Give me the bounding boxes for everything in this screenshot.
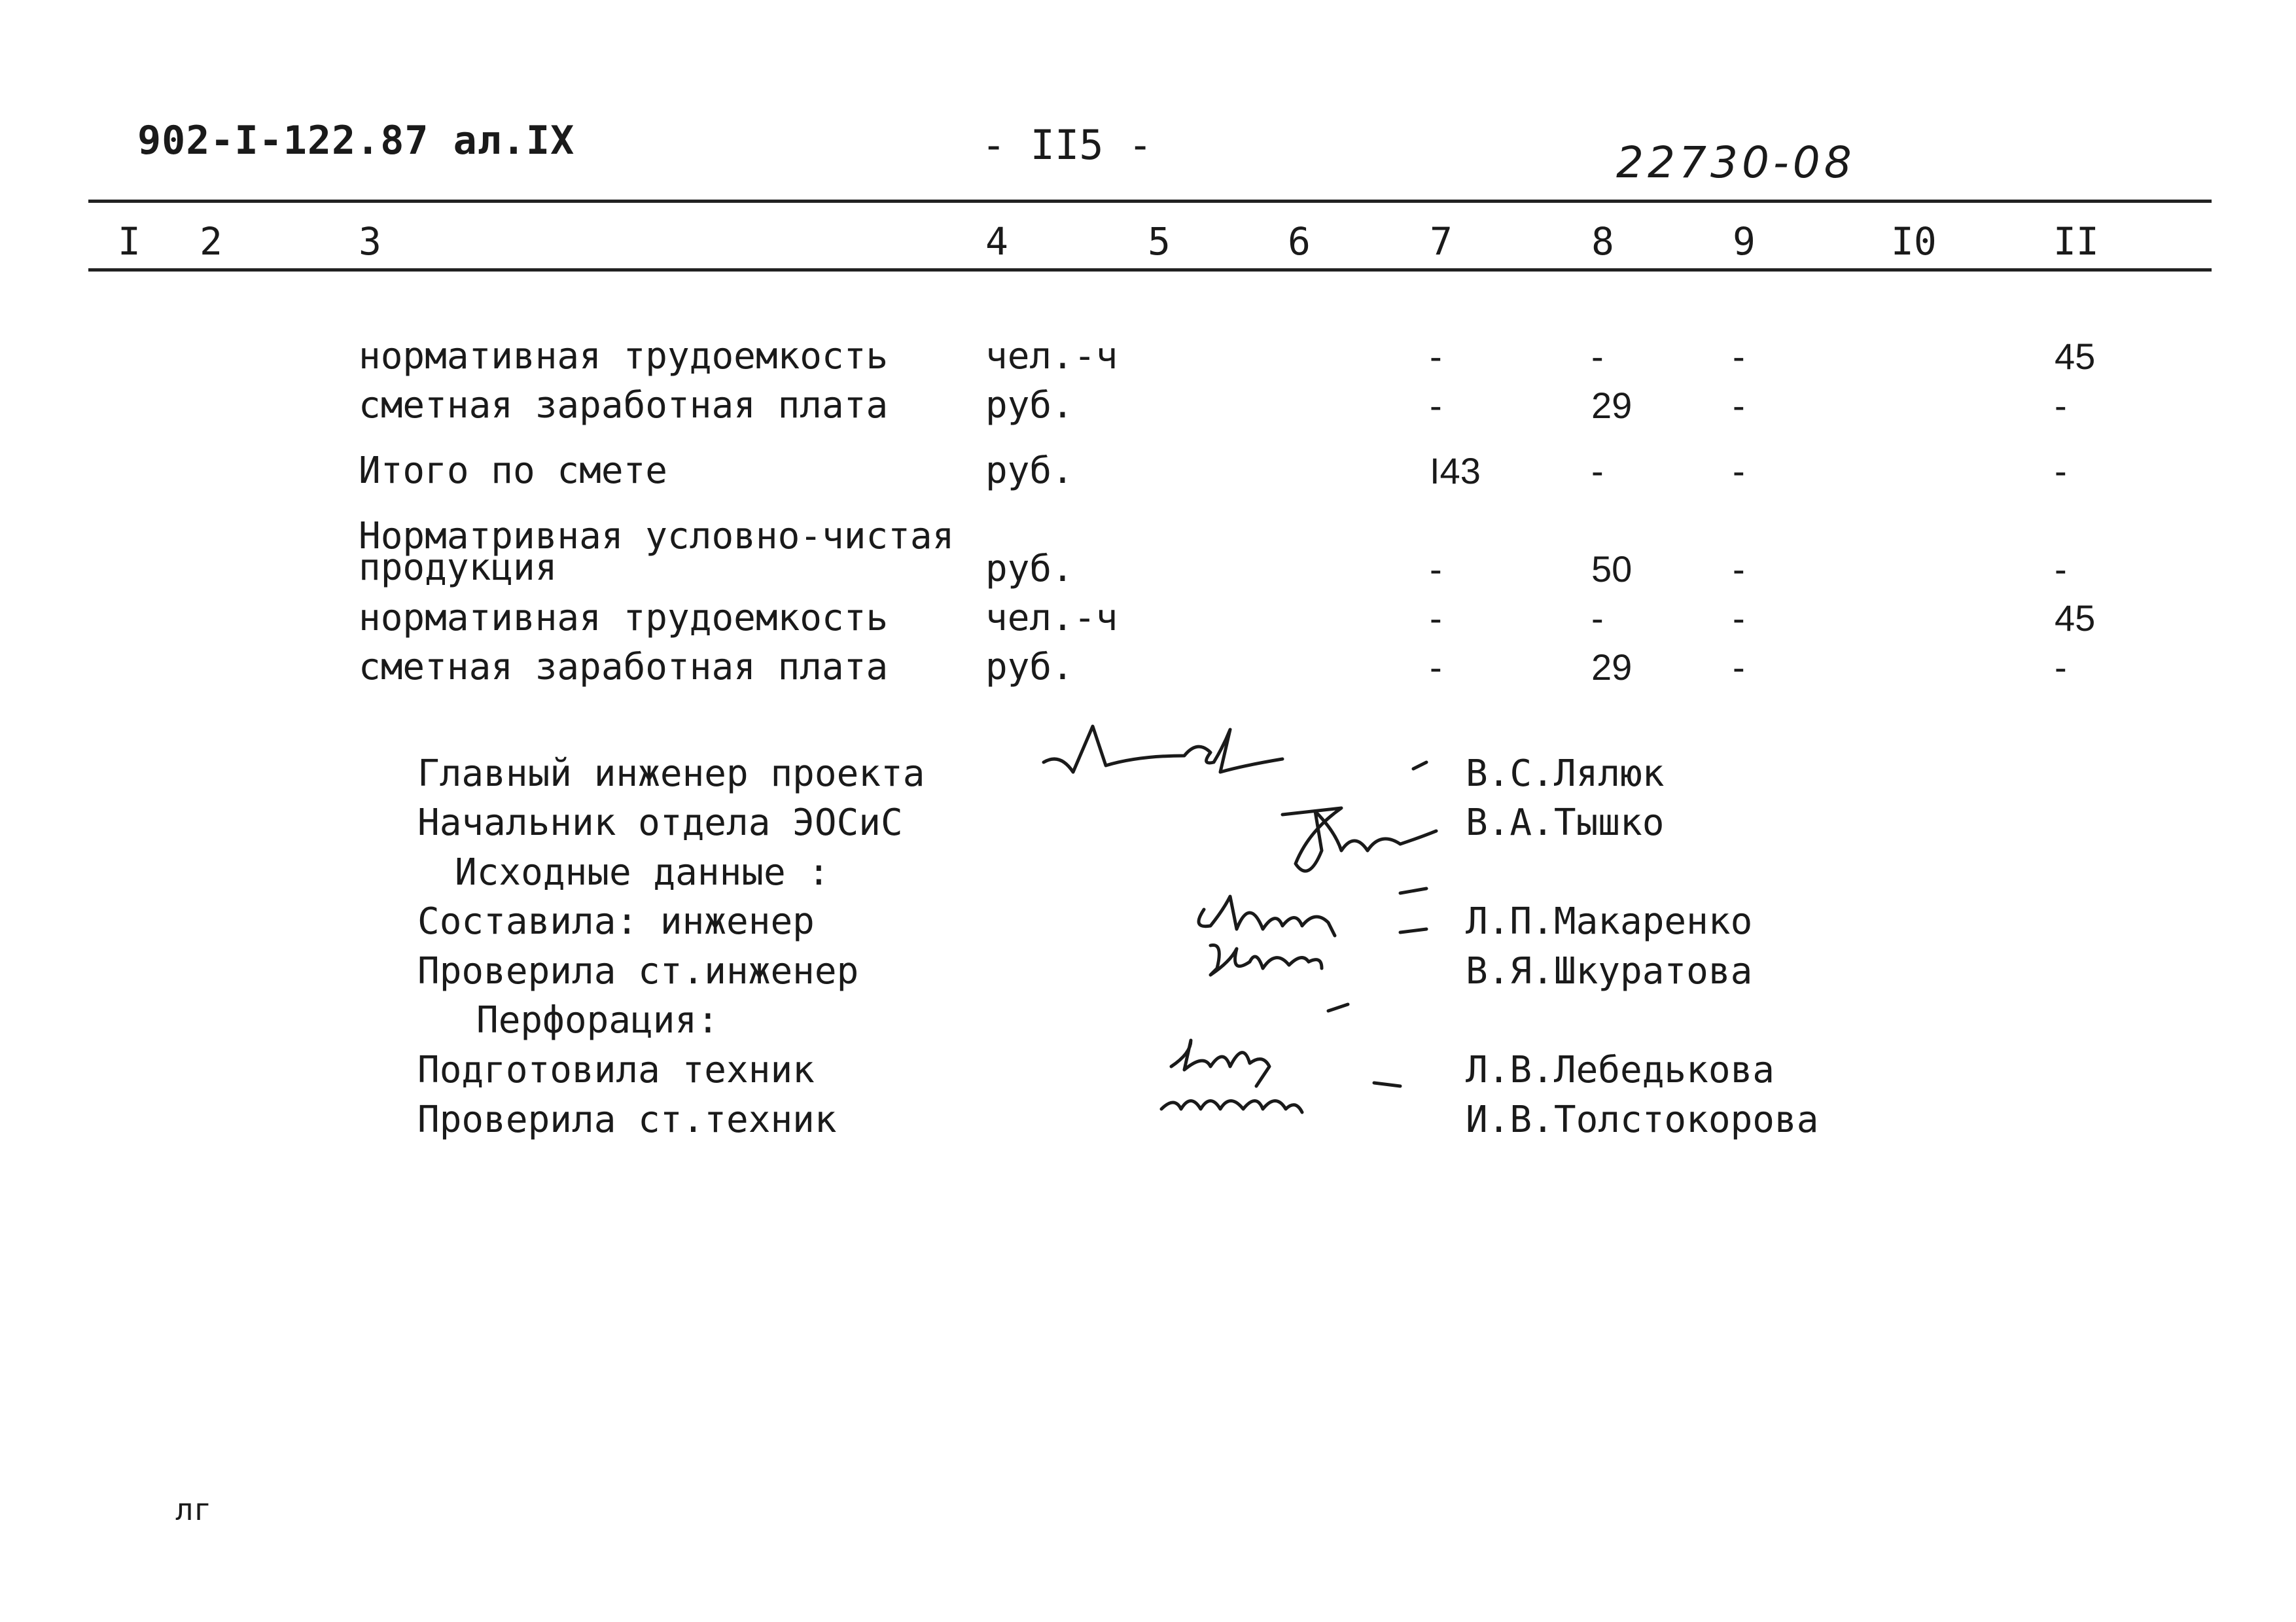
compiled-by-name: Л.П.Макаренко [1466, 900, 1753, 943]
column-number-5: 5 [1148, 219, 1171, 264]
handwritten-signatures [1034, 700, 1446, 1158]
perforation-heading: Перфорация: [476, 999, 719, 1042]
row-unit: руб. [985, 450, 1074, 492]
column-number-2: 2 [200, 219, 222, 264]
checked-tech-signature [1161, 1101, 1302, 1113]
column-number-6: 6 [1288, 219, 1311, 264]
row-col11: - [2055, 548, 2067, 590]
row-col9: - [1733, 646, 1745, 688]
column-number-7: 7 [1430, 219, 1453, 264]
row-label-line1: Норматривная условно-чистая [359, 515, 955, 557]
chief-engineer-role: Главный инженер проекта [417, 752, 925, 795]
row-unit: чел.-ч [985, 597, 1118, 639]
row-col8: 50 [1591, 548, 1633, 590]
document-code: 902-I-122.87 ал.IX [137, 118, 575, 164]
column-number-1: I [118, 219, 141, 264]
row-col9: - [1733, 385, 1745, 426]
column-number-9: 9 [1733, 219, 1756, 264]
row-label: Итого по смете [359, 450, 668, 492]
dept-head-name: В.А.Тышко [1466, 802, 1665, 844]
row-col8: - [1591, 336, 1604, 377]
header-top-rule [88, 200, 2212, 203]
row-label: сметная заработная плата [359, 384, 889, 427]
row-col7: - [1430, 646, 1442, 688]
row-col11: 45 [2055, 597, 2096, 639]
row-col9: - [1733, 336, 1745, 377]
initial-data-heading: Исходные данные : [455, 851, 830, 894]
column-number-8: 8 [1591, 219, 1614, 264]
row-col11: - [2055, 385, 2067, 426]
row-col9: - [1733, 450, 1745, 491]
row-col7: - [1430, 385, 1442, 426]
chief-engineer-name: В.С.Лялюк [1466, 752, 1665, 795]
row-col7: - [1430, 548, 1442, 590]
checked-tech-name: И.В.Толстокорова [1466, 1099, 1819, 1141]
inventory-number: 22730-08 [1616, 137, 1856, 188]
row-col8: 29 [1591, 646, 1633, 688]
row-col11: - [2055, 450, 2067, 491]
dept-head-role: Начальник отдела ЭОСиС [417, 802, 903, 844]
row-col9: - [1733, 548, 1745, 590]
row-label: нормативная трудоемкость [359, 335, 889, 378]
row-col7: - [1430, 336, 1442, 377]
prepared-by-role: Подготовила техник [417, 1049, 815, 1091]
row-label: нормативная трудоемкость [359, 597, 889, 639]
prepared-by-name: Л.В.Лебедькова [1466, 1049, 1775, 1091]
column-number-4: 4 [985, 219, 1008, 264]
row-col8: - [1591, 450, 1604, 491]
column-number-3: 3 [359, 219, 381, 264]
checked-by-name: В.Я.Шкуратова [1466, 950, 1753, 993]
row-col11: - [2055, 646, 2067, 688]
checked-by-role: Проверила ст.инженер [417, 950, 859, 993]
chief-engineer-signature [1044, 726, 1282, 772]
header-bottom-rule [88, 268, 2212, 272]
dept-head-signature [1282, 808, 1436, 871]
column-number-10: I0 [1891, 219, 1937, 264]
row-col9: - [1733, 597, 1745, 639]
row-label-line2: продукция [359, 546, 557, 589]
row-col7: - [1430, 597, 1442, 639]
row-unit: руб. [985, 384, 1074, 427]
checked-by-signature [1210, 945, 1322, 975]
column-number-11: II [2053, 219, 2099, 264]
prepared-by-signature [1171, 1040, 1269, 1086]
checked-tech-role: Проверила ст.техник [417, 1099, 837, 1141]
row-unit: чел.-ч [985, 335, 1118, 378]
row-label: сметная заработная плата [359, 646, 889, 688]
row-unit: руб. [985, 646, 1074, 688]
row-col11: 45 [2055, 336, 2096, 377]
footer-mark: лг [175, 1492, 212, 1527]
row-col8: 29 [1591, 385, 1633, 426]
row-col7: I43 [1430, 450, 1481, 491]
page-number: - II5 - [981, 121, 1153, 169]
row-col8: - [1591, 597, 1604, 639]
row-unit: руб. [985, 548, 1074, 590]
compiled-by-signature [1199, 896, 1335, 936]
compiled-by-role: Составила: инженер [417, 900, 815, 943]
